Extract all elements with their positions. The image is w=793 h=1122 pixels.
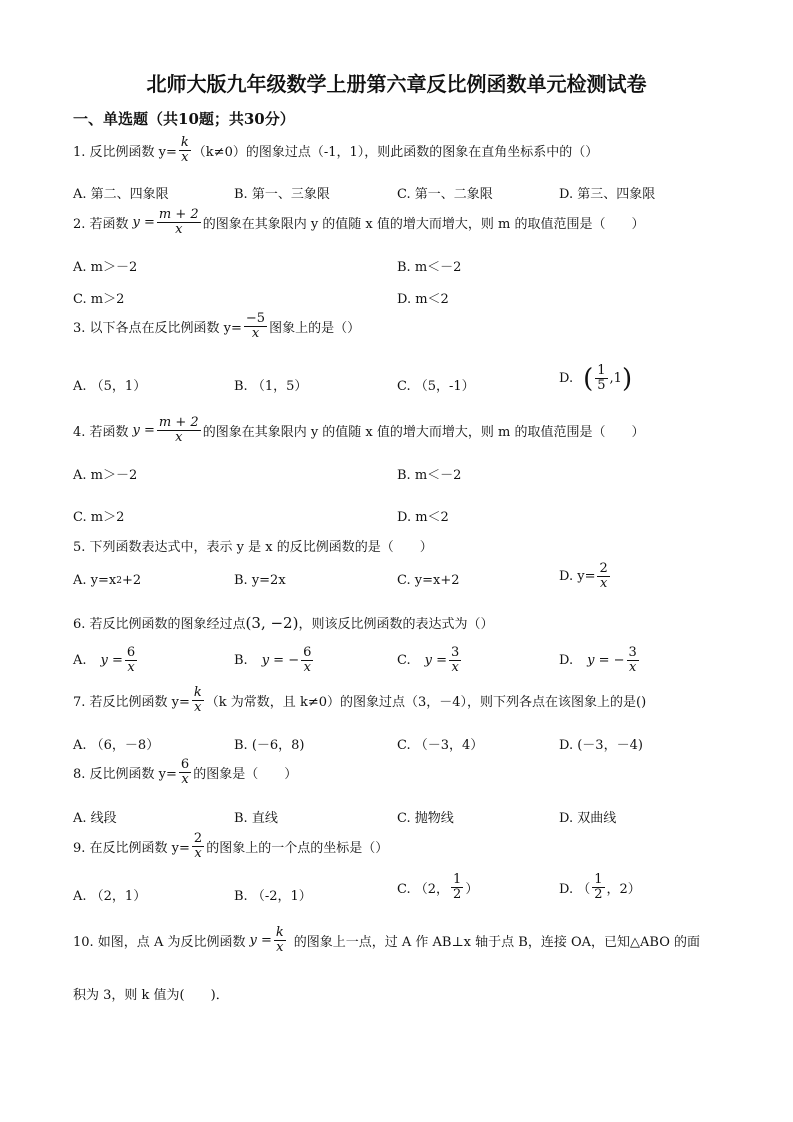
denominator: x (181, 150, 189, 166)
option-d[interactable] (559, 873, 641, 903)
option-d-text: D. （ (559, 882, 591, 898)
option-d[interactable]: D. m＜2 (397, 510, 449, 525)
option-b[interactable]: B. 第一、三象限 (234, 187, 330, 202)
fraction (179, 758, 191, 788)
numerator: m + 2 (158, 415, 199, 430)
option-c[interactable]: C. y=x+2 (397, 573, 460, 588)
denominator: x (251, 326, 260, 342)
question-8-text: 8. 反比例函数 y= (73, 767, 177, 783)
option-d[interactable]: D. (－3，－4) (559, 738, 643, 753)
option-c[interactable]: C. （5，-1） (397, 379, 475, 394)
fraction (192, 686, 204, 716)
function-lhs: y = − (587, 653, 625, 669)
question-4-text: 4. 若函数 (73, 425, 129, 441)
fraction (592, 873, 604, 903)
option-b[interactable]: B. m＜－2 (397, 468, 462, 483)
question-3 (73, 312, 360, 342)
question-1-text: 1. 反比例函数 y= (73, 145, 177, 161)
option-a[interactable] (73, 573, 141, 588)
fraction (597, 562, 609, 592)
numerator: 2 (599, 561, 608, 576)
option-d[interactable]: D. 第三、四象限 (559, 187, 656, 202)
denominator: x (599, 576, 608, 592)
numerator: 1 (594, 872, 603, 887)
question-1-text-end: （k≠0）的图象过点（-1，1），则此函数的图象在直角坐标系中的（） (192, 145, 599, 161)
question-7-text: 7. 若反比例函数 y= (73, 695, 190, 711)
denominator: x (181, 772, 189, 788)
denominator: x (175, 430, 183, 446)
question-9-text-end: 的图象上的一个点的坐标是（） (206, 841, 389, 857)
option-a[interactable]: A. （2，1） (73, 889, 147, 904)
fraction (192, 832, 204, 862)
option-b[interactable]: B. 直线 (234, 811, 278, 826)
option-d[interactable] (559, 562, 612, 592)
question-4-text-end: 的图象在其象限内 y 的值随 x 值的增大而增大，则 m 的取值范围是（ ） (202, 425, 645, 441)
fraction (274, 926, 286, 956)
numerator: m + 2 (158, 207, 199, 222)
question-9 (73, 832, 388, 862)
question-9-text: 9. 在反比例函数 y= (73, 841, 190, 857)
question-8-text-end: 的图象是（ ） (193, 767, 298, 783)
question-1 (73, 136, 598, 166)
point: (3, −2) (245, 613, 299, 632)
question-3-text-end: 图象上的是（） (269, 321, 361, 337)
option-label: C. (397, 653, 411, 669)
option-c[interactable]: C. 第一、二象限 (397, 187, 493, 202)
option-d[interactable]: D. 双曲线 (559, 811, 617, 826)
denominator: x (194, 846, 202, 862)
question-2 (73, 208, 645, 238)
option-label: D. (559, 371, 574, 387)
option-d[interactable]: D. m＜2 (397, 292, 449, 307)
question-5: 5. 下列函数表达式中，表示 y 是 x 的反比例函数的是（ ） (73, 540, 433, 555)
denominator: x (194, 700, 202, 716)
denominator: x (451, 660, 459, 676)
question-3-text: 3. 以下各点在反比例函数 y= (73, 321, 242, 337)
question-2-text-end: 的图象在其象限内 y 的值随 x 值的增大而增大，则 m 的取值范围是（ ） (202, 217, 645, 233)
question-10-text-end: 的图象上一点，过 A 作 AB⊥x 轴于点 B，连接 OA，已知△ABO 的面 (293, 935, 700, 951)
denominator: x (628, 660, 637, 676)
question-2-text: 2. 若函数 (73, 217, 129, 233)
denominator: x (175, 222, 183, 238)
denominator: 5 (597, 378, 606, 394)
numerator: 2 (193, 831, 203, 846)
option-a[interactable]: A. m＞－2 (73, 260, 138, 275)
numerator: 3 (628, 645, 637, 660)
option-c[interactable]: C. 抛物线 (397, 811, 454, 826)
function-lhs: y = − (261, 653, 300, 669)
option-b[interactable] (234, 646, 315, 676)
question-6 (73, 613, 493, 632)
option-d[interactable] (559, 364, 632, 394)
option-a[interactable]: A. 第二、四象限 (73, 187, 169, 202)
question-10-line-2: 积为 3，则 k 值为( )． (73, 988, 229, 1003)
question-7-text-end: （k 为常数，且 k≠0）的图象过点（3，－4），则下列各点在该图象上的是() (205, 695, 647, 711)
fraction (451, 873, 463, 903)
function-lhs: y = (100, 653, 123, 669)
fraction (125, 646, 137, 676)
fraction (627, 646, 639, 676)
option-a[interactable] (73, 646, 139, 676)
question-8 (73, 758, 297, 788)
numerator: k (275, 925, 284, 940)
option-c[interactable]: C. （－3，4） (397, 738, 484, 753)
section-heading: 一、单选题（共10题；共30分） (73, 110, 295, 128)
question-7 (73, 686, 646, 716)
fraction (301, 646, 313, 676)
fraction (157, 208, 201, 238)
question-4 (73, 416, 645, 446)
option-label: B. (234, 653, 248, 669)
option-c[interactable] (397, 646, 463, 676)
option-c[interactable]: C. m＞2 (73, 292, 125, 307)
question-10-text: 10. 如图，点 A 为反比例函数 (73, 935, 246, 951)
option-a[interactable]: A. （6，－8） (73, 738, 160, 753)
fraction (595, 364, 607, 394)
option-c-text-end: ） (465, 882, 479, 898)
option-b[interactable]: B. （1，5） (234, 379, 308, 394)
option-d-text-end: ，2） (606, 882, 641, 898)
option-a-text: A. y=x (73, 573, 117, 588)
option-c[interactable]: C. m＞2 (73, 510, 125, 525)
numerator: 6 (180, 757, 190, 772)
question-6-text: 6. 若反比例函数的图象经过点 (73, 617, 246, 632)
function-lhs: y = (424, 653, 447, 669)
option-d-text: D. y= (559, 569, 596, 585)
question-6-text-end: ，则该反比例函数的表达式为（） (298, 617, 494, 632)
numerator: 1 (453, 872, 462, 887)
fraction (449, 646, 461, 676)
option-a[interactable]: A. m＞－2 (73, 468, 138, 483)
numerator: −5 (245, 311, 266, 326)
numerator: 6 (126, 645, 136, 660)
option-b[interactable]: B. m＜－2 (397, 260, 462, 275)
option-a[interactable]: A. （5，1） (73, 379, 147, 394)
page-title: 北师大版九年级数学上册第六章反比例函数单元检测试卷 (146, 72, 647, 96)
denominator: x (276, 940, 284, 956)
option-a-text-end: +2 (121, 573, 142, 588)
numerator: 1 (597, 363, 606, 378)
numerator: k (180, 135, 189, 150)
numerator: 6 (303, 645, 312, 660)
function-lhs: y = (132, 215, 155, 231)
fraction (179, 136, 191, 166)
coordinate-y: ,1 (609, 371, 622, 387)
function-lhs: y = (249, 933, 272, 949)
option-b[interactable]: B. (－6，8) (234, 738, 305, 753)
fraction (244, 312, 267, 342)
denominator: x (127, 660, 135, 676)
denominator: 2 (453, 887, 462, 903)
option-b[interactable]: B. y=2x (234, 573, 286, 588)
fraction (157, 416, 201, 446)
function-lhs: y = (132, 423, 155, 439)
left-paren-icon: ( (583, 363, 594, 394)
question-10 (73, 926, 700, 956)
option-label: D. (559, 653, 574, 669)
denominator: x (303, 660, 311, 676)
numerator: k (193, 685, 202, 700)
option-c-text: C. （2， (397, 882, 450, 898)
option-c[interactable] (397, 873, 478, 903)
option-d[interactable] (559, 646, 641, 676)
numerator: 3 (451, 645, 460, 660)
option-a[interactable]: A. 线段 (73, 811, 117, 826)
exponent: 2 (116, 575, 122, 586)
option-label: A. (73, 653, 87, 669)
right-paren-icon: ) (621, 363, 633, 394)
option-b[interactable]: B. （-2，1） (234, 889, 312, 904)
denominator: 2 (594, 887, 603, 903)
